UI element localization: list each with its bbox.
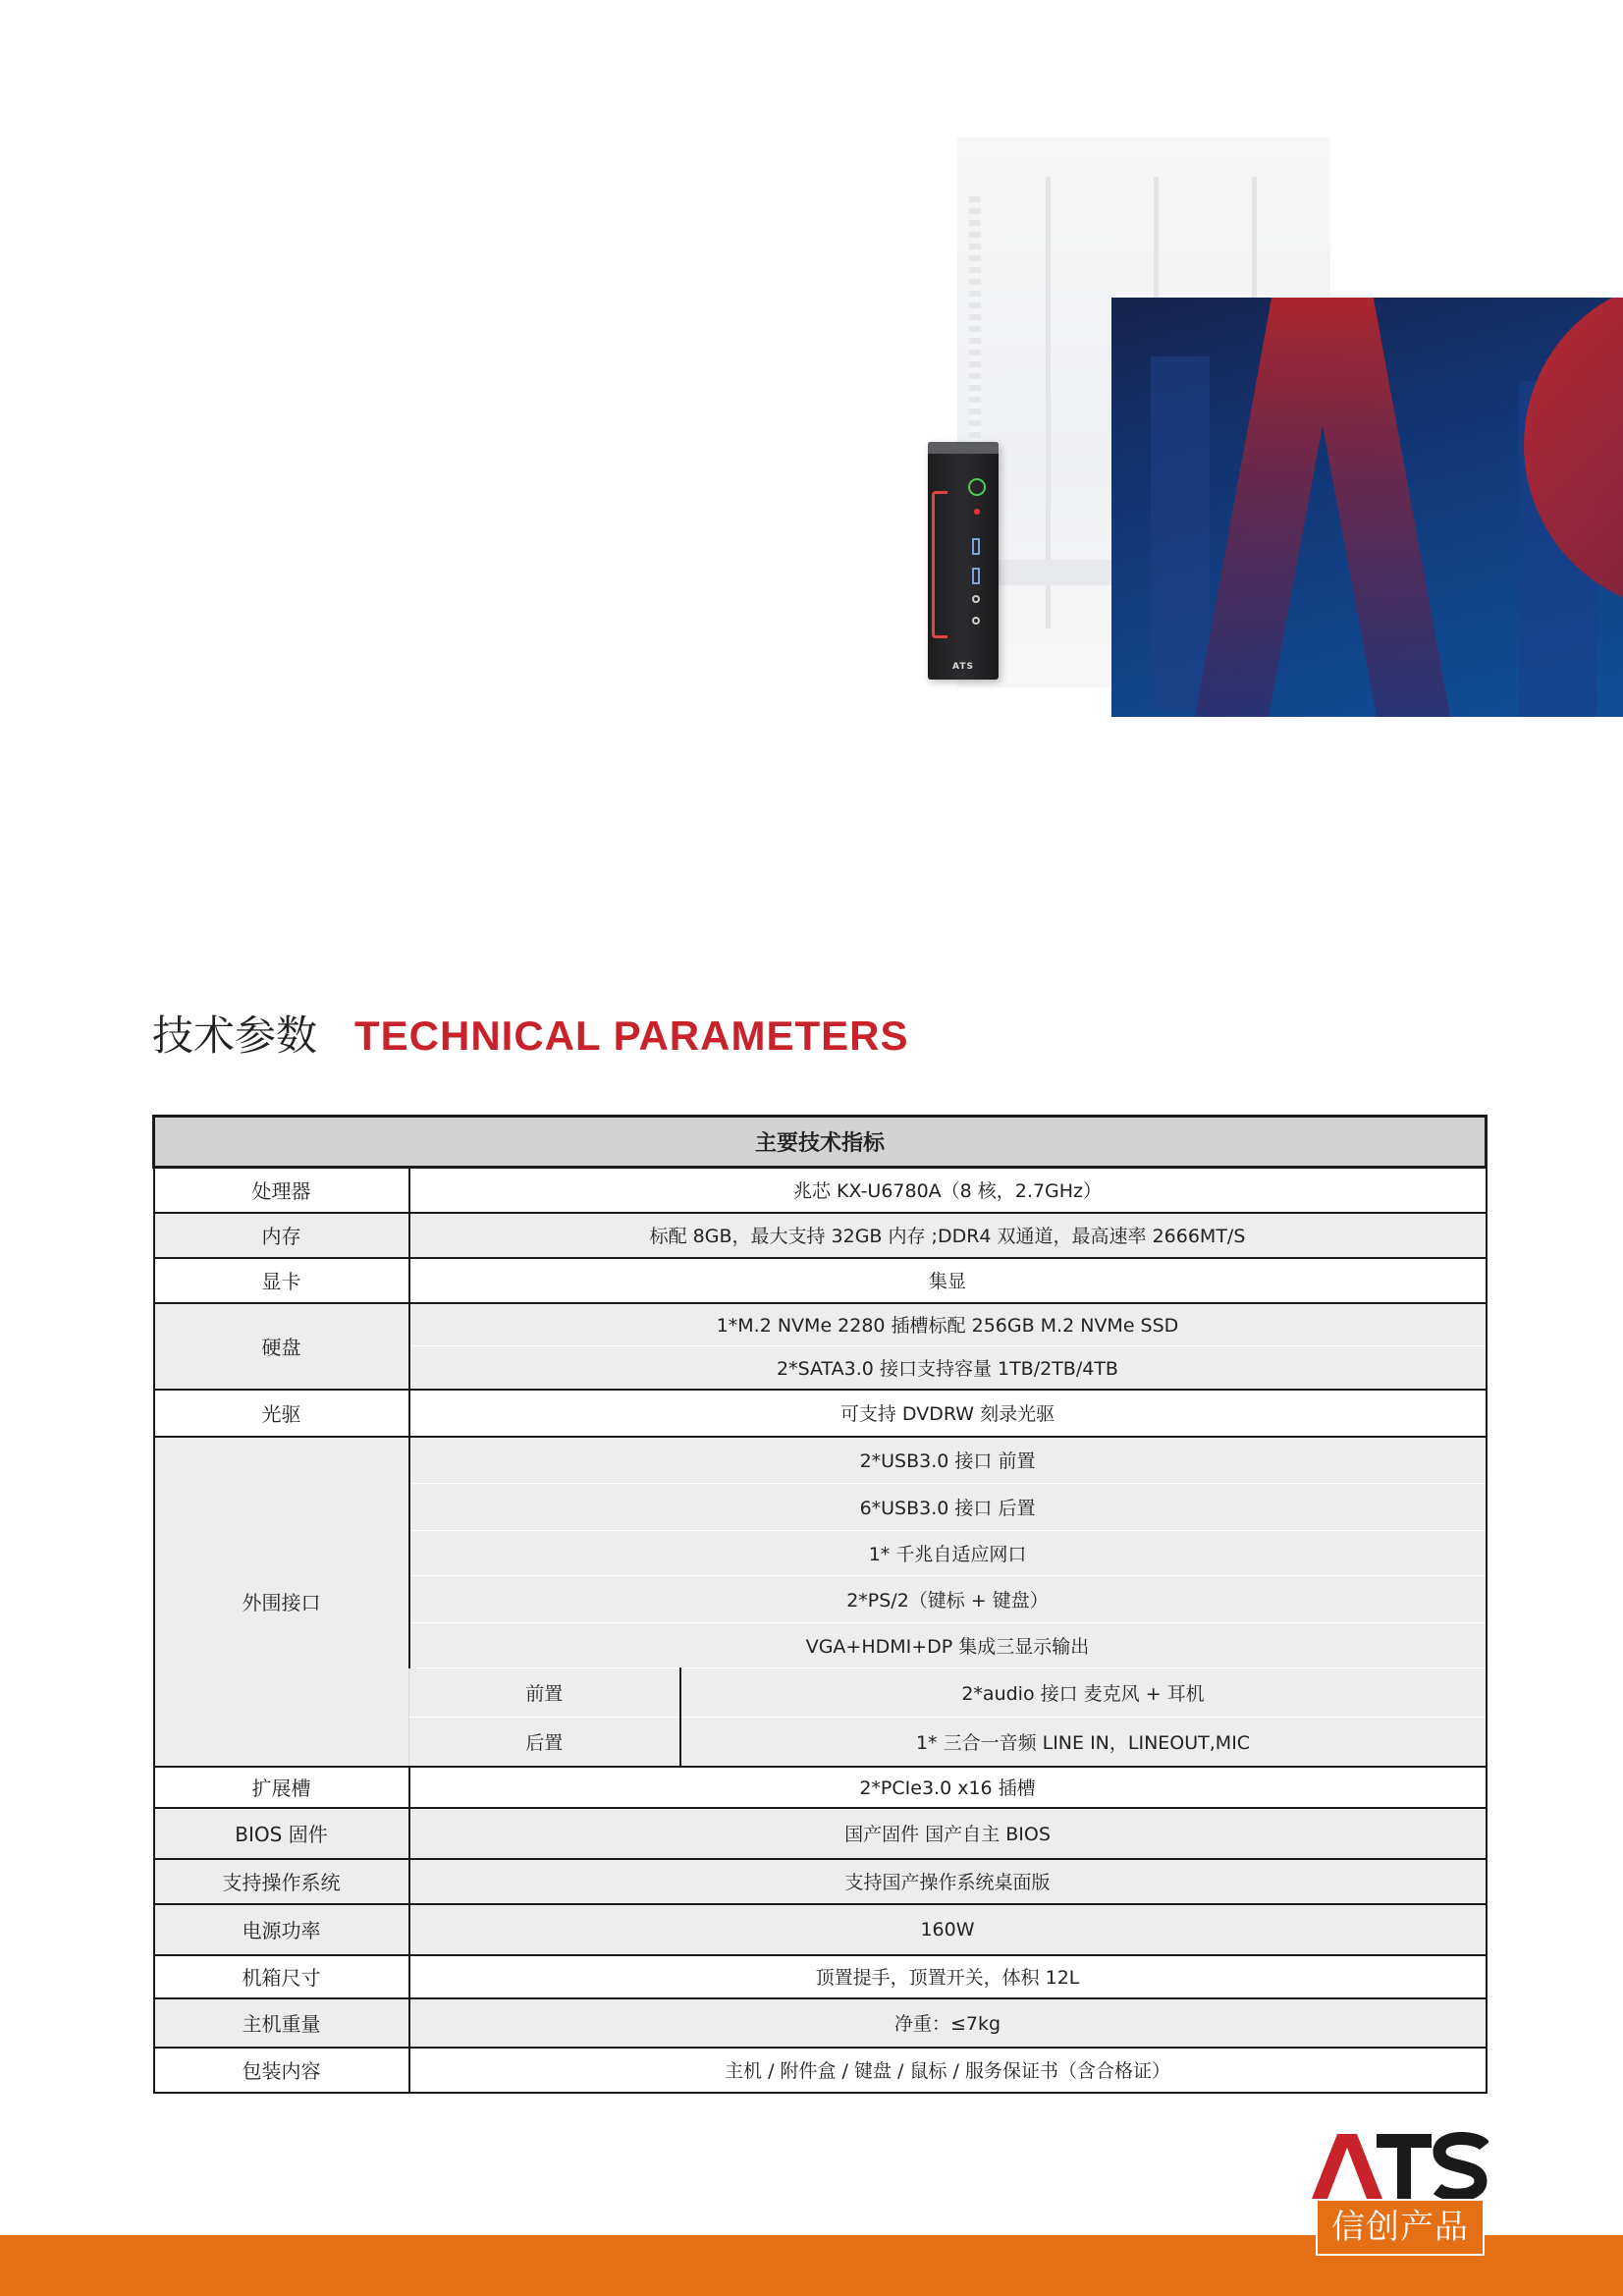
row-value: 2*PCIe3.0 x16 插槽 (409, 1767, 1487, 1808)
table-row (154, 1303, 1487, 1346)
table-row (154, 1808, 1487, 1859)
row-value: 兆芯 KX-U6780A（8 核，2.7GHz） (409, 1168, 1487, 1213)
table-row (154, 1390, 1487, 1437)
brand-logo (1312, 2132, 1488, 2247)
section-heading (152, 1004, 908, 1061)
mini-pc-product (928, 442, 999, 680)
row-value: 1*M.2 NVMe 2280 插槽标配 256GB M.2 NVMe SSD (409, 1303, 1487, 1346)
row-label: 扩展槽 (154, 1767, 409, 1808)
table-row (154, 2048, 1487, 2093)
audio-jack-icon (972, 617, 980, 625)
row-sublabel: 后置 (409, 1718, 680, 1767)
table-row (154, 1258, 1487, 1303)
usb-port-icon (972, 538, 980, 555)
row-value: 160W (409, 1904, 1487, 1955)
row-label: 内存 (154, 1213, 409, 1258)
row-value: 标配 8GB，最大支持 32GB 内存 ;DDR4 双通道，最高速率 2666MT/S (409, 1213, 1487, 1258)
row-value: 可支持 DVDRW 刻录光驱 (409, 1390, 1487, 1437)
table-caption-row (154, 1117, 1487, 1168)
row-label: BIOS 固件 (154, 1808, 409, 1859)
status-led-icon (974, 509, 980, 515)
row-value: 2*USB3.0 接口 前置 (409, 1437, 1487, 1484)
row-label: 机箱尺寸 (154, 1955, 409, 1998)
table-caption: 主要技术指标 (154, 1117, 1487, 1168)
table-row (154, 1168, 1487, 1213)
row-value: 支持国产操作系统桌面版 (409, 1859, 1487, 1904)
row-label: 处理器 (154, 1168, 409, 1213)
pc-logo: ATS (952, 662, 974, 672)
row-value: 2*PS/2（键标 + 键盘） (409, 1576, 1487, 1623)
row-value: 2*SATA3.0 接口支持容量 1TB/2TB/4TB (409, 1346, 1487, 1390)
row-value: 1* 三合一音频 LINE IN，LINEOUT,MIC (680, 1718, 1487, 1767)
row-label: 电源功率 (154, 1904, 409, 1955)
banner-letters-graphic (1111, 298, 1623, 717)
table-row (154, 1955, 1487, 1998)
hero-image (0, 0, 1623, 746)
brand-banner (1111, 298, 1623, 717)
table-row (154, 1859, 1487, 1904)
heading-english: TECHNICAL PARAMETERS (354, 1012, 909, 1059)
row-value: 6*USB3.0 接口 后置 (409, 1484, 1487, 1531)
usb-port-icon (972, 568, 980, 584)
row-label: 包装内容 (154, 2048, 409, 2093)
row-label: 主机重量 (154, 1998, 409, 2048)
row-value: 国产固件 国产自主 BIOS (409, 1808, 1487, 1859)
table-row (154, 1213, 1487, 1258)
ats-logo-mark (1312, 2132, 1488, 2201)
row-value: 2*audio 接口 麦克风 + 耳机 (680, 1668, 1487, 1718)
brand-tagline: 信创产品 (1316, 2199, 1485, 2256)
heading-chinese: 技术参数 (152, 1011, 318, 1060)
row-label: 外围接口 (154, 1437, 409, 1767)
row-value: 顶置提手，顶置开关，体积 12L (409, 1955, 1487, 1998)
table-row (154, 1904, 1487, 1955)
row-label: 光驱 (154, 1390, 409, 1437)
table-row (154, 1437, 1487, 1484)
audio-jack-icon (972, 595, 980, 603)
row-value: VGA+HDMI+DP 集成三显示输出 (409, 1623, 1487, 1668)
row-sublabel: 前置 (409, 1668, 680, 1718)
table-row (154, 1767, 1487, 1808)
row-value: 集显 (409, 1258, 1487, 1303)
table-row (154, 1998, 1487, 2048)
row-label: 显卡 (154, 1258, 409, 1303)
spec-table (152, 1115, 1488, 2094)
row-value: 净重：≤7kg (409, 1998, 1487, 2048)
row-label: 硬盘 (154, 1303, 409, 1390)
row-label: 支持操作系统 (154, 1859, 409, 1904)
row-value: 主机 / 附件盒 / 键盘 / 鼠标 / 服务保证书（含合格证） (409, 2048, 1487, 2093)
power-button-icon (968, 478, 986, 496)
row-value: 1* 千兆自适应网口 (409, 1531, 1487, 1576)
